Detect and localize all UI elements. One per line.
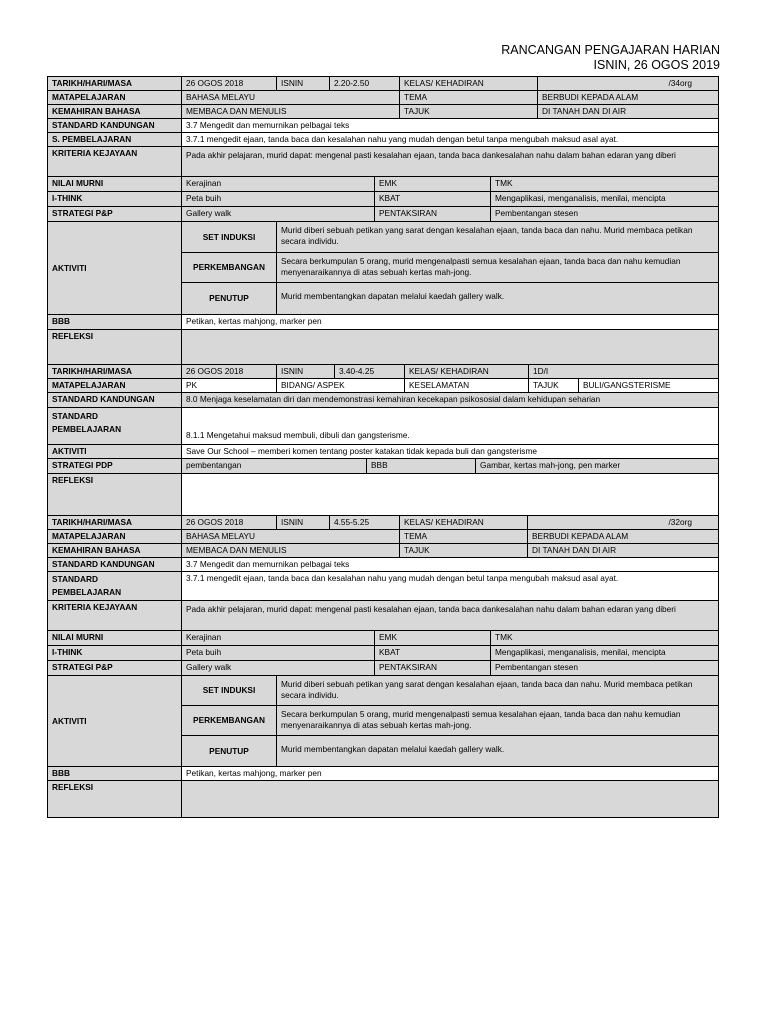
label-emk: EMK [375, 177, 491, 192]
value-kelas [538, 77, 718, 91]
document-title: RANCANGAN PENGAJARAN HARIAN [501, 43, 720, 57]
label-refleksi: REFLEKSI [48, 781, 182, 817]
label-kriteria: KRITERIA KEJAYAAN [48, 147, 182, 177]
value-tema: BERBUDI KEPADA ALAM [538, 91, 718, 105]
lesson-plan-1 [47, 76, 719, 367]
label-strategi: STRATEGI P&P [48, 207, 182, 222]
label-bbb: BBB [367, 459, 476, 474]
label-tajuk: TAJUK [529, 379, 579, 393]
value-kbat: Mengaplikasi, menganalisis, menilai, mencipta [491, 646, 718, 661]
value-standard-pembelajaran [182, 408, 718, 445]
value-bbb: Petikan, kertas mahjong, marker pen [182, 767, 718, 781]
label-tarikh: TARIKH/HARI/MASA [48, 516, 182, 530]
label-set-induksi: SET INDUKSI [182, 222, 277, 253]
label-perkembangan: PERKEMBANGAN [182, 253, 277, 283]
value-tajuk: DI TANAH DAN DI AIR [538, 105, 718, 119]
label-bbb: BBB [48, 767, 182, 781]
value-tajuk: BULI/GANGSTERISME [579, 379, 718, 393]
label-refleksi: REFLEKSI [48, 474, 182, 515]
label-pentaksiran: PENTAKSIRAN [375, 207, 491, 222]
label-set-induksi: SET INDUKSI [182, 676, 277, 706]
value-kemahiran: MEMBACA DAN MENULIS [182, 105, 400, 119]
label-kbat: KBAT [375, 192, 491, 207]
value-kriteria: Pada akhir pelajaran, murid dapat: mengenal pasti kesalahan ejaan, tanda baca dankesalahan nahu dalam bahan edaran yang diberi [182, 601, 718, 631]
label-kemahiran: KEMAHIRAN BAHASA [48, 105, 182, 119]
value-kbat: Mengaplikasi, menganalisis, menilai, mencipta [491, 192, 718, 207]
label-pentaksiran: PENTAKSIRAN [375, 661, 491, 676]
document-date: ISNIN, 26 OGOS 2019 [593, 58, 720, 72]
sp-item-1: 8.1.1 Mengetahui maksud membuli, dibuli dan gangsterisme. [186, 430, 410, 441]
value-date: 26 OGOS 2018 [182, 77, 277, 91]
label-tarikh: TARIKH/HARI/MASA [48, 365, 182, 379]
value-bidang: KESELAMATAN [405, 379, 529, 393]
label-standard-pembelajaran: STANDARD PEMBELAJARAN [48, 572, 182, 601]
value-tema: BERBUDI KEPADA ALAM [528, 530, 718, 544]
value-aktiviti: Save Our School – memberi komen tentang poster katakan tidak kepada buli dan gangsterisme [182, 445, 718, 459]
lesson-plan-2 [47, 364, 719, 516]
label-standard-kandungan: STANDARD KANDUNGAN [48, 119, 182, 133]
value-strategi: pembentangan [182, 459, 367, 474]
value-date: 26 OGOS 2018 [182, 516, 277, 530]
value-standard-pembelajaran: 3.7.1 mengedit ejaan, tanda baca dan kesalahan nahu yang mudah dengan betul tanpa mengubah maksud asal ayat. [182, 572, 718, 601]
label-penutup: PENUTUP [182, 283, 277, 315]
label-kelas: KELAS/ KEHADIRAN [400, 77, 538, 91]
label-standard-kandungan: STANDARD KANDUNGAN [48, 558, 182, 572]
value-pentaksiran: Pembentangan stesen [491, 661, 718, 676]
value-refleksi [182, 781, 718, 817]
value-standard-kandungan: 3.7 Mengedit dan memurnikan pelbagai teks [182, 558, 718, 572]
label-tajuk: TAJUK [400, 105, 538, 119]
label-standard-kandungan: STANDARD KANDUNGAN [48, 393, 182, 408]
value-refleksi [182, 330, 718, 366]
label-nilai-murni: NILAI MURNI [48, 177, 182, 192]
value-matapelajaran: BAHASA MELAYU [182, 530, 400, 544]
value-standard-kandungan: 8.0 Menjaga keselamatan diri dan mendemonstrasi kemahiran kecekapan psikososial dalam kehidupan seharian [182, 393, 718, 408]
label-matapelajaran: MATAPELAJARAN [48, 379, 182, 393]
value-time: 4.55-5.25 [330, 516, 400, 530]
kehadiran-count: /34org [668, 78, 692, 88]
label-tmk: TMK [491, 631, 718, 646]
label-kelas: KELAS/ KEHADIRAN [405, 365, 529, 379]
label-matapelajaran: MATAPELAJARAN [48, 530, 182, 544]
value-kelas [528, 516, 718, 530]
value-refleksi [182, 474, 718, 515]
value-bbb: Gambar, kertas mah-jong, pen marker [476, 459, 718, 474]
label-aktiviti: AKTIVITI [48, 222, 182, 315]
label-standard-pembelajaran: S. PEMBELAJARAN [48, 133, 182, 147]
value-kelas: 1D/I [529, 365, 718, 379]
label-tmk: TMK [491, 177, 718, 192]
label-ithink: I-THINK [48, 192, 182, 207]
value-matapelajaran: BAHASA MELAYU [182, 91, 400, 105]
label-standard-pembelajaran: STANDARD PEMBELAJARAN [48, 408, 182, 445]
label-kelas: KELAS/ KEHADIRAN [400, 516, 528, 530]
label-penutup: PENUTUP [182, 736, 277, 767]
label-ithink: I-THINK [48, 646, 182, 661]
label-perkembangan: PERKEMBANGAN [182, 706, 277, 736]
value-set-induksi: Murid diberi sebuah petikan yang sarat dengan kesalahan ejaan, tanda baca dan nahu. Murid membaca petikan secara individu. [277, 222, 718, 253]
label-tema: TEMA [400, 530, 528, 544]
value-day: ISNIN [277, 365, 335, 379]
label-tarikh: TARIKH/HARI/MASA [48, 77, 182, 91]
label-bbb: BBB [48, 315, 182, 330]
value-strategi: Gallery walk [182, 661, 375, 676]
value-matapelajaran: PK [182, 379, 277, 393]
value-ithink: Peta buih [182, 192, 375, 207]
value-bbb: Petikan, kertas mahjong, marker pen [182, 315, 718, 330]
value-time: 2.20-2.50 [330, 77, 400, 91]
label-nilai-murni: NILAI MURNI [48, 631, 182, 646]
document-header [501, 43, 720, 73]
value-penutup: Murid membentangkan dapatan melalui kaedah gallery walk. [277, 283, 718, 315]
value-day: ISNIN [277, 516, 330, 530]
label-tema: TEMA [400, 91, 538, 105]
value-penutup: Murid membentangkan dapatan melalui kaedah gallery walk. [277, 736, 718, 767]
value-pentaksiran: Pembentangan stesen [491, 207, 718, 222]
label-aktiviti: AKTIVITI [48, 445, 182, 459]
label-refleksi: REFLEKSI [48, 330, 182, 366]
value-set-induksi: Murid diberi sebuah petikan yang sarat dengan kesalahan ejaan, tanda baca dan nahu. Murid membaca petikan secara individu. [277, 676, 718, 706]
label-tajuk: TAJUK [400, 544, 528, 558]
value-day: ISNIN [277, 77, 330, 91]
value-time: 3.40-4.25 [335, 365, 405, 379]
value-kemahiran: MEMBACA DAN MENULIS [182, 544, 400, 558]
value-standard-kandungan: 3.7 Mengedit dan memurnikan pelbagai teks [182, 119, 718, 133]
label-strategi: STRATEGI PDP [48, 459, 182, 474]
value-perkembangan: Secara berkumpulan 5 orang, murid mengenalpasti semua kesalahan ejaan, tanda baca dan nahu kemudian menyenaraikannya di atas sebuah kertas mah-jong. [277, 706, 718, 736]
value-date: 26 OGOS 2018 [182, 365, 277, 379]
value-nilai-murni: Kerajinan [182, 631, 375, 646]
kehadiran-count: /32org [668, 517, 692, 527]
label-kbat: KBAT [375, 646, 491, 661]
value-tajuk: DI TANAH DAN DI AIR [528, 544, 718, 558]
value-strategi: Gallery walk [182, 207, 375, 222]
label-bidang: BIDANG/ ASPEK [277, 379, 405, 393]
value-nilai-murni: Kerajinan [182, 177, 375, 192]
label-aktiviti: AKTIVITI [48, 676, 182, 767]
value-ithink: Peta buih [182, 646, 375, 661]
lesson-plan-3 [47, 515, 719, 818]
label-emk: EMK [375, 631, 491, 646]
label-kemahiran: KEMAHIRAN BAHASA [48, 544, 182, 558]
label-strategi: STRATEGI P&P [48, 661, 182, 676]
label-kriteria: KRITERIA KEJAYAAN [48, 601, 182, 631]
value-perkembangan: Secara berkumpulan 5 orang, murid mengenalpasti semua kesalahan ejaan, tanda baca dan nahu kemudian menyenaraikannya di atas sebuah kertas mah-jong. [277, 253, 718, 283]
value-kriteria: Pada akhir pelajaran, murid dapat: mengenal pasti kesalahan ejaan, tanda baca dankesalahan nahu dalam bahan edaran yang diberi [182, 147, 718, 177]
value-standard-pembelajaran: 3.7.1 mengedit ejaan, tanda baca dan kesalahan nahu yang mudah dengan betul tanpa mengubah maksud asal ayat. [182, 133, 718, 147]
label-matapelajaran: MATAPELAJARAN [48, 91, 182, 105]
